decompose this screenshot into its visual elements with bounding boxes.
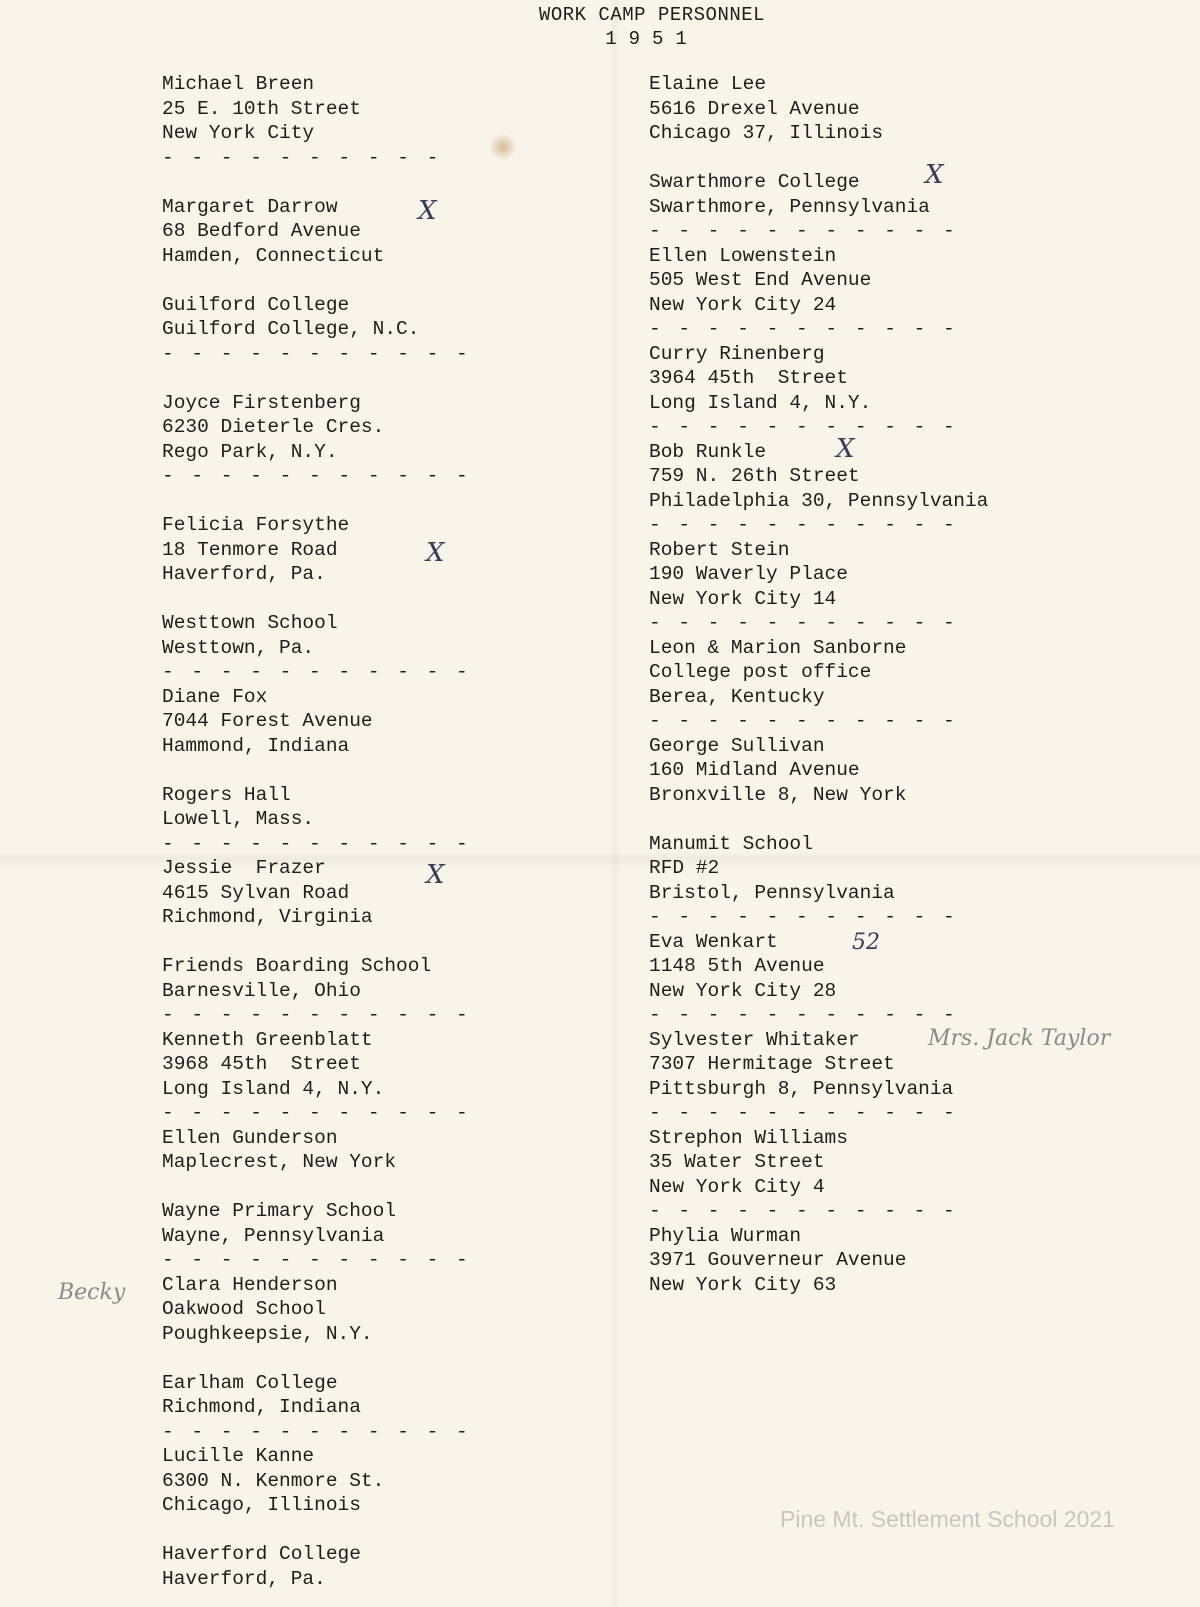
- dashed-separator: - - - - - - - - - - -: [162, 1249, 471, 1271]
- address-line: 4615 Sylvan Road: [162, 881, 350, 904]
- address-line: New York City: [162, 122, 315, 144]
- address-line: New York City 63: [649, 1273, 837, 1296]
- address-line: 18 Tenmore Road: [162, 538, 338, 561]
- address-line: Maplecrest, New York: [162, 1151, 397, 1173]
- address-line: 759 N. 26th Street: [649, 465, 860, 487]
- handwritten-x-mark: X: [418, 196, 437, 226]
- blank-line: [649, 807, 988, 832]
- blank-line: [162, 1346, 471, 1371]
- address-line: 6300 N. Kenmore St.: [162, 1469, 385, 1492]
- pencil-note-becky: Becky: [58, 1280, 126, 1305]
- address-line: George Sullivan: [649, 734, 825, 757]
- address-line: 505 West End Avenue: [649, 269, 872, 291]
- address-line: Haverford, Pa.: [162, 1567, 326, 1590]
- address-line: Margaret Darrow: [162, 195, 338, 218]
- address-line: Wayne Primary School: [162, 1200, 397, 1222]
- document-title: WORK CAMP PERSONNEL: [538, 4, 766, 26]
- handwritten-x-mark: X: [426, 860, 445, 890]
- address-line: Westtown School: [162, 612, 338, 634]
- pencil-note-mrs-jack-taylor: Mrs. Jack Taylor: [928, 1026, 1111, 1051]
- address-line: Swarthmore, Pennsylvania: [649, 195, 930, 218]
- address-line: Elaine Lee: [649, 73, 767, 95]
- address-line: Phylia Wurman: [649, 1224, 802, 1247]
- address-line: Barnesville, Ohio: [162, 979, 361, 1002]
- address-line: Haverford, Pa.: [162, 563, 326, 585]
- address-line: 35 Water Street: [649, 1151, 825, 1173]
- blank-line: [162, 587, 471, 612]
- address-line: Haverford College: [162, 1543, 361, 1565]
- address-line: Michael Breen: [162, 73, 315, 95]
- address-line: Jessie Frazer: [162, 857, 326, 879]
- dashed-separator: - - - - - - - - - - -: [649, 1200, 958, 1222]
- blank-line: [162, 1175, 471, 1200]
- blank-line: [162, 268, 471, 293]
- address-line: Westtown, Pa.: [162, 636, 315, 659]
- dashed-separator: - - - - - - - - - - -: [649, 906, 958, 928]
- address-line: Swarthmore College: [649, 171, 860, 193]
- dashed-separator: - - - - - - - - - - -: [649, 514, 958, 536]
- address-line: Leon & Marion Sanborne: [649, 636, 907, 659]
- address-line: Berea, Kentucky: [649, 685, 825, 708]
- address-line: 3971 Gouverneur Avenue: [649, 1249, 907, 1271]
- address-line: Richmond, Virginia: [162, 906, 373, 928]
- address-line: Guilford College, N.C.: [162, 318, 420, 340]
- address-line: Strephon Williams: [649, 1126, 848, 1149]
- address-line: Long Island 4, N.Y.: [162, 1077, 385, 1100]
- dashed-separator: - - - - - - - - - -: [162, 146, 442, 169]
- dashed-separator: - - - - - - - - - - -: [649, 318, 958, 340]
- address-line: Wayne, Pennsylvania: [162, 1224, 385, 1247]
- address-line: Poughkeepsie, N.Y.: [162, 1322, 373, 1345]
- address-line: Felicia Forsythe: [162, 514, 350, 536]
- address-line: 6230 Dieterle Cres.: [162, 416, 385, 438]
- address-line: New York City 14: [649, 587, 837, 610]
- dashed-separator: - - - - - - - - - - -: [162, 1004, 471, 1026]
- coffee-stain: [488, 134, 518, 160]
- dashed-separator: - - - - - - - - - - -: [162, 661, 471, 683]
- address-line: Ellen Lowenstein: [649, 244, 837, 267]
- handwritten-number: 52: [852, 930, 880, 955]
- address-line: 1148 5th Avenue: [649, 955, 825, 977]
- address-line: RFD #2: [649, 857, 720, 879]
- dashed-separator: - - - - - - - - - - -: [649, 220, 958, 242]
- blank-line: [162, 758, 471, 783]
- address-line: Manumit School: [649, 832, 813, 855]
- right-column: [649, 72, 988, 1297]
- address-line: Bob Runkle: [649, 440, 767, 463]
- address-line: 190 Waverly Place: [649, 563, 848, 585]
- blank-line: [162, 366, 471, 391]
- address-line: Joyce Firstenberg: [162, 391, 361, 414]
- address-line: Pittsburgh 8, Pennsylvania: [649, 1077, 954, 1100]
- address-line: Ellen Gunderson: [162, 1126, 338, 1149]
- blank-line: [162, 170, 471, 195]
- watermark: Pine Mt. Settlement School 2021: [780, 1506, 1115, 1532]
- dashed-separator: - - - - - - - - - - -: [162, 832, 471, 855]
- handwritten-x-mark: X: [925, 160, 944, 190]
- address-line: Eva Wenkart: [649, 930, 778, 953]
- address-line: Richmond, Indiana: [162, 1396, 361, 1418]
- address-line: Bristol, Pennsylvania: [649, 881, 895, 904]
- address-line: 3968 45th Street: [162, 1053, 361, 1075]
- blank-line: [162, 1518, 471, 1543]
- address-line: Curry Rinenberg: [649, 342, 825, 365]
- address-line: Chicago 37, Illinois: [649, 122, 884, 144]
- dashed-separator: - - - - - - - - - - -: [649, 416, 958, 438]
- address-line: Guilford College: [162, 293, 350, 316]
- handwritten-x-mark: X: [426, 538, 445, 568]
- address-line: Chicago, Illinois: [162, 1494, 361, 1516]
- address-line: New York City 24: [649, 293, 837, 316]
- left-column: [162, 72, 471, 1591]
- address-line: New York City 28: [649, 979, 837, 1002]
- address-line: Friends Boarding School: [162, 955, 432, 977]
- address-line: Philadelphia 30, Pennsylvania: [649, 489, 989, 512]
- address-line: Lowell, Mass.: [162, 808, 315, 830]
- address-line: College post office: [649, 661, 872, 683]
- dashed-separator: - - - - - - - - - - -: [649, 710, 958, 732]
- address-line: 68 Bedford Avenue: [162, 220, 361, 242]
- document-year: 1951: [605, 28, 699, 50]
- address-line: Earlham College: [162, 1371, 338, 1394]
- address-line: Oakwood School: [162, 1298, 326, 1320]
- address-line: 3964 45th Street: [649, 367, 848, 389]
- dashed-separator: - - - - - - - - - - -: [162, 1102, 471, 1124]
- dashed-separator: - - - - - - - - - - -: [649, 1004, 958, 1026]
- address-line: Robert Stein: [649, 538, 790, 561]
- address-line: Diane Fox: [162, 685, 268, 708]
- address-line: Bronxville 8, New York: [649, 783, 907, 806]
- address-line: New York City 4: [649, 1175, 825, 1198]
- address-line: 7044 Forest Avenue: [162, 710, 373, 732]
- address-line: 25 E. 10th Street: [162, 97, 361, 120]
- address-line: 5616 Drexel Avenue: [649, 97, 860, 120]
- address-line: Clara Henderson: [162, 1273, 338, 1296]
- address-line: Rogers Hall: [162, 783, 291, 806]
- dashed-separator: - - - - - - - - - - -: [649, 1102, 958, 1124]
- address-line: Long Island 4, N.Y.: [649, 391, 872, 414]
- blank-line: [162, 489, 471, 514]
- address-line: Hammond, Indiana: [162, 734, 350, 757]
- blank-line: [162, 930, 471, 955]
- handwritten-x-mark: X: [836, 434, 855, 464]
- dashed-separator: - - - - - - - - - - -: [162, 465, 471, 487]
- dashed-separator: - - - - - - - - - - -: [649, 612, 958, 634]
- address-line: Kenneth Greenblatt: [162, 1028, 373, 1051]
- address-line: Rego Park, N.Y.: [162, 440, 338, 463]
- dashed-separator: - - - - - - - - - - -: [162, 1420, 471, 1443]
- address-line: Lucille Kanne: [162, 1445, 315, 1467]
- address-line: Sylvester Whitaker: [649, 1028, 860, 1051]
- address-line: 7307 Hermitage Street: [649, 1053, 895, 1075]
- address-line: 160 Midland Avenue: [649, 759, 860, 781]
- address-line: Hamden, Connecticut: [162, 244, 385, 267]
- dashed-separator: - - - - - - - - - - -: [162, 342, 471, 365]
